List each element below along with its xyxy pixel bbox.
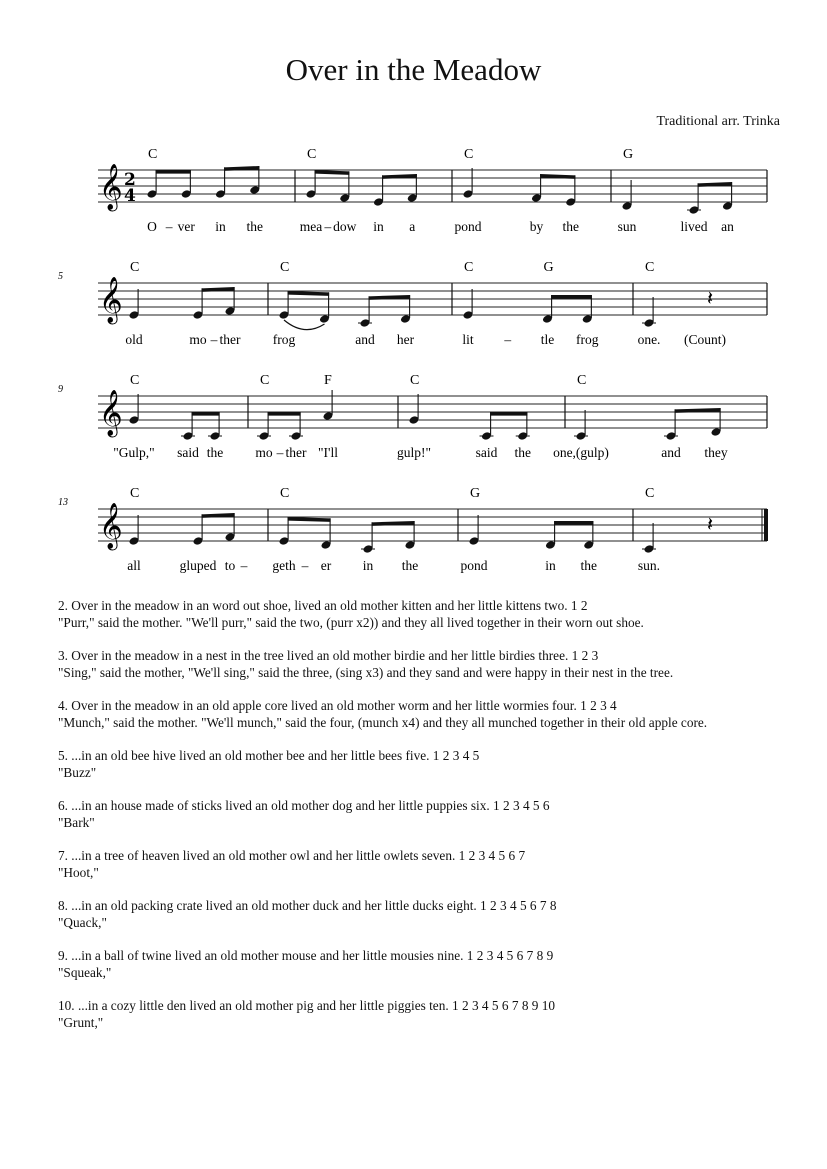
lyric-hyphen: – xyxy=(504,332,512,347)
chord-symbol: C xyxy=(130,260,140,275)
chord-symbol: C xyxy=(280,486,290,501)
lyric-syllable: "Gulp," xyxy=(113,445,155,460)
beam xyxy=(268,412,301,416)
beam xyxy=(288,291,330,296)
chord-symbol: C xyxy=(464,260,474,275)
lyric-hyphen: – xyxy=(210,332,218,347)
slur xyxy=(284,320,325,330)
lyric-syllable: the xyxy=(514,445,531,460)
lyric-syllable: geth xyxy=(272,558,296,573)
lyric-hyphen: – xyxy=(301,558,309,573)
chord-symbol: C xyxy=(645,486,655,501)
verse-5 xyxy=(58,748,827,781)
verse-line: 9. ...in a ball of twine lived an old mother mouse and her little mousies nine. 1 2 3 4 5 6 7 8 9 xyxy=(58,948,554,963)
verse-line: "Grunt," xyxy=(58,1014,104,1030)
verse-line: 4. Over in the meadow in an old apple core lived an old mother worm and her little wormies four. 1 2 3 4 xyxy=(58,698,617,713)
chord-symbol: C xyxy=(645,260,655,275)
lyric-syllable: pond xyxy=(454,219,482,234)
treble-clef-icon: 𝄞 xyxy=(99,164,123,210)
measure-number: 9 xyxy=(58,384,63,395)
verse-line: 3. Over in the meadow in a nest in the tree lived an old mother birdie and her little birdies three. 1 2 3 xyxy=(58,648,599,663)
lyric-syllable: mo xyxy=(255,445,273,460)
chord-symbol: C xyxy=(280,260,290,275)
verse-line: "Bark" xyxy=(58,814,95,830)
measure-number: 5 xyxy=(58,271,63,282)
lyric-syllable: (Count) xyxy=(684,332,726,347)
lyric-syllable: the xyxy=(562,219,579,234)
additional-verses xyxy=(58,598,827,1048)
lyric-syllable: in xyxy=(362,558,374,573)
lyric-syllable: lived xyxy=(680,219,708,234)
measure-number: 13 xyxy=(58,497,68,508)
chord-symbol: G xyxy=(470,486,481,501)
lyric-syllable: one,(gulp) xyxy=(553,445,609,460)
quarter-rest-icon: 𝄽 xyxy=(707,512,714,536)
chord-symbol: C xyxy=(260,373,270,388)
staff-system xyxy=(58,373,767,460)
lyric-syllable: the xyxy=(580,558,597,573)
verse-line: "Purr," said the mother. "We'll purr," said the two, (purr x2)) and they all lived together in their worn out shoe. xyxy=(58,614,644,630)
lyric-syllable: one. xyxy=(637,332,661,347)
staff-system xyxy=(58,486,767,573)
lyric-syllable: pond xyxy=(460,558,488,573)
lyric-syllable: in xyxy=(373,219,384,234)
lyric-syllable: ther xyxy=(285,445,307,460)
verse-line: 8. ...in an old packing crate lived an old mother duck and her little ducks eight. 1 2 3 4 5 6 7 8 xyxy=(58,898,557,913)
lyric-syllable: sun xyxy=(617,219,637,234)
lyric-syllable: the xyxy=(206,445,224,460)
chord-symbol: C xyxy=(307,147,317,162)
verse-2 xyxy=(58,598,827,631)
verse-9 xyxy=(58,948,827,981)
chord-symbol: F xyxy=(324,373,332,388)
lyric-syllable: ver xyxy=(177,219,195,234)
lyric-syllable: they xyxy=(704,445,728,460)
lyric-syllable: an xyxy=(721,219,734,234)
lyric-syllable: and xyxy=(661,445,681,460)
verse-10 xyxy=(58,998,827,1031)
beam xyxy=(288,517,331,522)
verse-line: "Quack," xyxy=(58,914,107,930)
beam xyxy=(315,170,350,175)
lyric-syllable: O xyxy=(147,219,157,234)
lyric-hyphen: – xyxy=(276,445,284,460)
treble-clef-icon: 𝄞 xyxy=(99,390,123,436)
verse-3 xyxy=(58,648,827,681)
lyric-syllable: to xyxy=(224,558,236,573)
lyric-syllable: frog xyxy=(272,332,296,347)
lyric-syllable: lit xyxy=(462,332,474,347)
time-signature-denominator: 4 xyxy=(124,186,136,206)
lyric-syllable: said xyxy=(177,445,199,460)
chord-symbol: G xyxy=(623,147,634,162)
lyric-syllable: "I'll xyxy=(318,445,338,460)
lyric-syllable: gulp!" xyxy=(396,445,432,460)
composer-credit: Traditional arr. Trinka xyxy=(656,114,780,129)
verse-line: "Hoot," xyxy=(58,864,99,880)
lyric-syllable: the xyxy=(246,219,263,234)
lyric-syllable: her xyxy=(396,332,415,347)
verse-line: 6. ...in an house made of sticks lived an old mother dog and her little puppies six. 1 2 3 4 5 6 xyxy=(58,798,550,813)
lyric-syllable: in xyxy=(545,558,556,573)
lyric-syllable: mea xyxy=(299,219,323,234)
chord-symbol: G xyxy=(543,260,554,275)
chord-symbol: C xyxy=(464,147,474,162)
beam xyxy=(192,412,220,416)
verse-line: 2. Over in the meadow in an word out shoe, lived an old mother kitten and her little kittens two. 1 2 xyxy=(58,598,588,613)
beam xyxy=(554,521,593,525)
lyric-syllable: gluped xyxy=(179,558,217,573)
lyric-syllable: all xyxy=(127,558,141,573)
treble-clef-icon: 𝄞 xyxy=(99,277,123,323)
beam xyxy=(490,412,527,416)
lyric-syllable: the xyxy=(401,558,419,573)
chord-symbol: C xyxy=(130,373,140,388)
time-signature-numerator: 2 xyxy=(124,170,136,190)
lyric-hyphen: – xyxy=(240,558,248,573)
lyric-syllable: in xyxy=(215,219,226,234)
verse-7 xyxy=(58,848,827,881)
lyric-syllable: old xyxy=(125,332,143,347)
lyric-syllable: ther xyxy=(219,332,241,347)
lyric-syllable: and xyxy=(355,332,375,347)
lyric-syllable: said xyxy=(475,445,498,460)
treble-clef-icon: 𝄞 xyxy=(99,503,123,549)
verse-line: "Buzz" xyxy=(58,764,97,780)
lyric-syllable: a xyxy=(409,219,416,234)
beam xyxy=(551,295,592,299)
lyric-syllable: mo xyxy=(189,332,207,347)
verse-6 xyxy=(58,798,827,831)
staff-system xyxy=(98,147,767,234)
verse-line: "Munch," said the mother. "We'll munch," said the four, (munch x4) and they all munched together in their old apple core. xyxy=(58,714,708,730)
lyric-hyphen: – xyxy=(324,219,332,234)
lyric-syllable: frog xyxy=(576,332,599,347)
chord-symbol: C xyxy=(130,486,140,501)
lyric-syllable: by xyxy=(529,219,544,234)
beam xyxy=(156,170,191,174)
verse-line: 10. ...in a cozy little den lived an old mother pig and her little piggies ten. 1 2 3 4 5 6 7 8 9 10 xyxy=(58,998,556,1013)
song-title: Over in the Meadow xyxy=(285,52,542,87)
lyric-syllable: er xyxy=(320,558,332,573)
lyric-syllable: dow xyxy=(333,219,357,234)
staff-system xyxy=(58,260,767,347)
lyric-syllable: sun. xyxy=(637,558,661,573)
chord-symbol: C xyxy=(577,373,587,388)
verse-line: "Squeak," xyxy=(58,964,112,980)
lyric-syllable: tle xyxy=(540,332,555,347)
verse-8 xyxy=(58,898,827,931)
chord-symbol: C xyxy=(148,147,158,162)
lyric-hyphen: – xyxy=(165,219,173,234)
verse-line: 5. ...in an old bee hive lived an old mother bee and her little bees five. 1 2 3 4 5 xyxy=(58,748,480,763)
verse-line: "Sing," said the mother, "We'll sing," said the three, (sing x3) and they sand and were happy in their nest in the tree. xyxy=(58,664,674,680)
chord-symbol: C xyxy=(410,373,420,388)
verse-4 xyxy=(58,698,827,731)
verse-line: 7. ...in a tree of heaven lived an old mother owl and her little owlets seven. 1 2 3 4 5 6 7 xyxy=(58,848,526,863)
quarter-rest-icon: 𝄽 xyxy=(707,286,714,310)
